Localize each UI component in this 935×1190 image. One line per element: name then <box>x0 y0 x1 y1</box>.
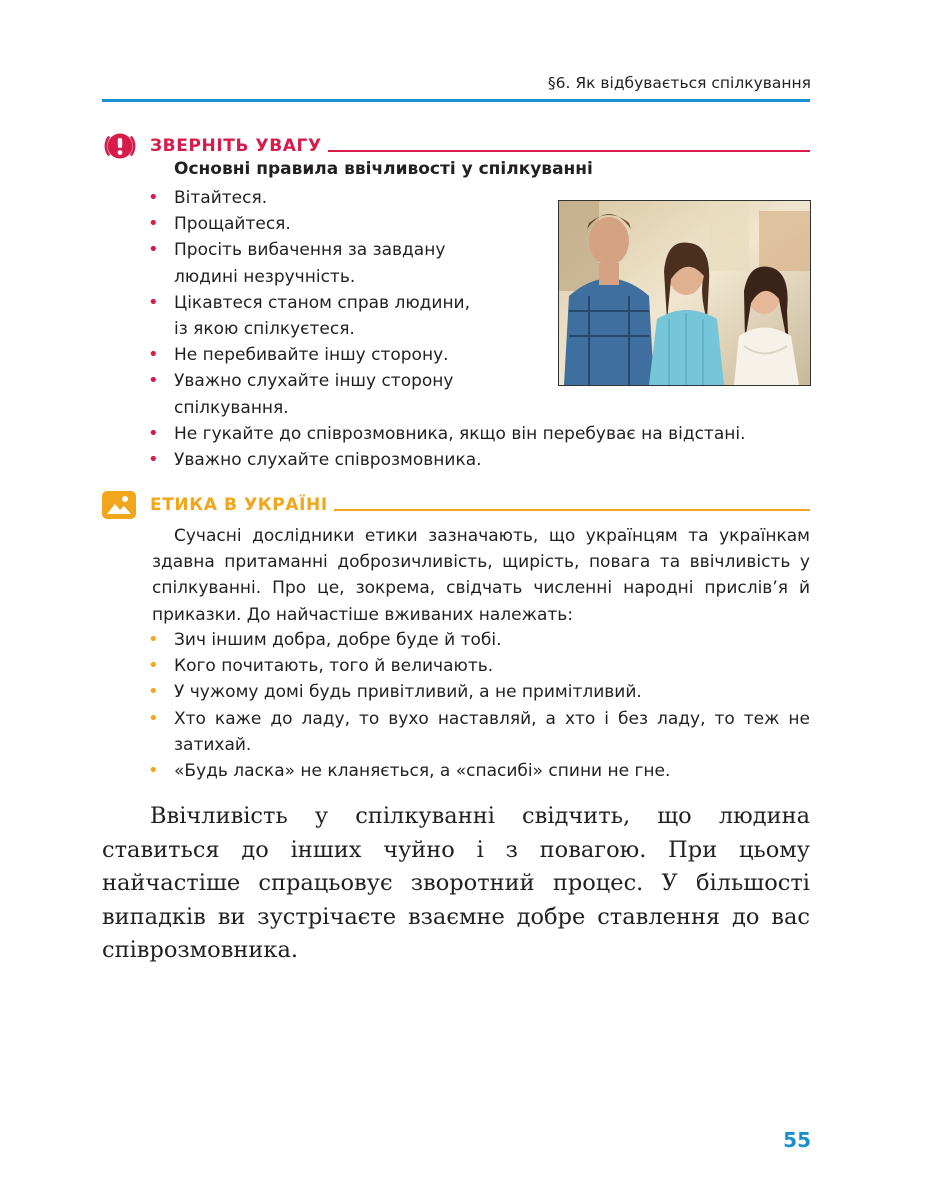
bullet-icon: • <box>148 707 159 729</box>
bullet-icon: • <box>148 423 159 444</box>
list-item-text: Просіть вибачення за завдану людині незручність. <box>174 240 446 287</box>
photo-illustration <box>559 201 810 385</box>
bullet-icon: • <box>148 760 159 782</box>
bullet-icon: • <box>148 213 159 235</box>
ethics-title: ЕТИКА В УКРАЇНІ <box>150 495 328 515</box>
list-item <box>148 211 476 237</box>
list-item-text: Цікавтеся станом справ людини, із якою спілкуєтеся. <box>174 292 471 340</box>
list-item-text: Кого почитають, того й величають. <box>174 656 494 677</box>
rules-subtitle: Основні правила ввічливості у спілкуванні <box>174 159 593 179</box>
list-item <box>148 679 810 705</box>
list-item <box>148 627 810 653</box>
list-item <box>148 342 476 368</box>
rules-list-wide <box>148 421 810 473</box>
bullet-icon: • <box>148 629 159 650</box>
people-talking-photo <box>558 200 811 386</box>
page-number: 55 <box>783 1128 811 1152</box>
ethics-section-header <box>102 491 810 519</box>
bullet-icon: • <box>148 449 159 471</box>
list-item <box>148 290 476 342</box>
attention-rule <box>328 150 810 152</box>
list-item <box>148 237 476 289</box>
list-item <box>148 706 810 758</box>
list-item-text: Уважно слухайте співрозмовника. <box>174 450 482 471</box>
rules-list <box>148 185 476 421</box>
list-item-text: Зич іншим добра, добре буде й тобі. <box>174 630 502 650</box>
list-item-text: Не перебивайте іншу сторону. <box>174 345 449 366</box>
list-item <box>148 758 810 784</box>
list-item-text: Хто каже до ладу, то вухо наставляй, а хто і без ладу, то теж не затихай. <box>174 708 810 755</box>
list-item <box>148 653 810 679</box>
list-item-text: Вітайтеся. <box>174 188 268 208</box>
exclamation-icon <box>102 128 138 164</box>
list-item-text: Прощайтеся. <box>174 214 291 235</box>
running-header: §6. Як відбувається спілкування <box>547 74 811 92</box>
main-paragraph: Ввічливість у спілкуванні свідчить, що людина ставиться до інших чуйно і з повагою. При цьому найчастіше спрацьовує зворотний процес. У більшості випадків ви зустрічаєте взаємне добре ставлення до вас співрозмовника. <box>102 803 810 963</box>
proverbs-list <box>148 627 810 784</box>
bullet-icon: • <box>148 344 159 366</box>
attention-title: ЗВЕРНІТЬ УВАГУ <box>150 136 322 156</box>
bullet-icon: • <box>148 239 159 261</box>
list-item-text: «Будь ласка» не кланяється, а «спасибі» спини не гне. <box>174 761 671 782</box>
bullet-icon: • <box>148 187 159 208</box>
list-item <box>148 447 810 473</box>
header-divider <box>102 99 810 102</box>
list-item <box>148 368 476 420</box>
list-item-text: У чужому домі будь привітливий, а не примітливий. <box>174 682 642 703</box>
ethics-intro: Сучасні дослідники етики зазначають, що українцям та українкам здавна притаманні доброзичливість, щирість, повага та ввічливість у спілкуванні. Про це, зокрема, свідчать численні народні прислів’я й приказки. До найчастіше вживаних належать: <box>152 526 810 625</box>
list-item-text: Не гукайте до співрозмовника, якщо він перебуває на відстані. <box>174 424 746 444</box>
list-item-text: Уважно слухайте іншу сторону спілкування. <box>174 371 454 418</box>
landscape-photo-icon <box>102 491 136 519</box>
bullet-icon: • <box>148 681 159 703</box>
bullet-icon: • <box>148 291 159 313</box>
list-item <box>148 185 476 211</box>
bullet-icon: • <box>148 370 159 392</box>
bullet-icon: • <box>148 655 159 677</box>
ethics-rule <box>334 509 810 511</box>
list-item <box>148 421 810 447</box>
